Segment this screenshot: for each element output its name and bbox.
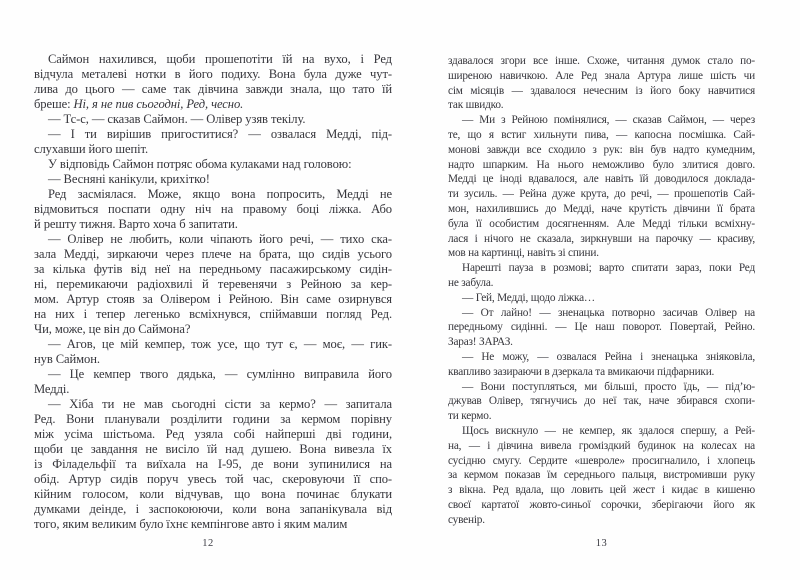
paragraph <box>34 232 392 337</box>
text-line: ти кермо. <box>448 410 492 423</box>
text-line: мом. Артур стояв за Олівером і Рейною. Він саме озирнувся <box>34 292 392 306</box>
text-line: думками деінде, і заспокоюючи, коли вона запанікувала від <box>34 502 392 516</box>
paragraph <box>34 157 392 172</box>
text-line: Щось вискнуло — не кемпер, як здалося спершу, а Рей- <box>462 424 755 437</box>
text-line: монові завжди все сходило з рук: він був надто кумедним, <box>448 143 755 156</box>
text-line: — Весняні канікули, крихітко! <box>48 172 210 186</box>
paragraph <box>448 306 755 350</box>
text-line: — Гей, Медді, щодо ліжка… <box>462 291 595 304</box>
paragraph <box>34 187 392 232</box>
paragraph <box>448 424 755 528</box>
text-line: бреше: Ні, я не пив сьогодні, Ред, чесно. <box>34 97 244 111</box>
text-line: не забула. <box>448 276 494 289</box>
text-line: ні, перемикаючи радіохвилі й теревенячи з Рейною за кер- <box>34 277 392 291</box>
text-line: ширеною навичкою. Але Ред знала Артура лише шість чи <box>448 69 755 82</box>
text-line: Нарешті пауза в розмові; варто спитати зараз, поки Ред <box>462 262 755 275</box>
page-number-left: 12 <box>202 538 214 549</box>
text-line: Зараз! ЗАРАЗ. <box>448 336 513 349</box>
text-line: між усіма шістьома. Ред узяла собі найперші дві години, <box>34 427 392 441</box>
text-line: мов на картинці, навіть зі спини. <box>448 247 599 260</box>
text-line: Саймон нахилився, щоби прошепотіти їй на вухо, і Ред <box>48 52 392 66</box>
paragraph <box>34 52 392 112</box>
text-line: сусідню смугу. Сердите «шевроле» просигналило, і хлопець <box>448 454 755 467</box>
text-line: Чи, може, це він до Саймона? <box>34 322 191 336</box>
paragraph <box>448 350 755 380</box>
text-line: того, яким великим було їхнє кемпінгове авто і яким малим <box>34 517 348 531</box>
text-line: за кермом показав їм середнього пальця, вистромивши руку <box>448 469 755 482</box>
text-line: зала Медді, зиркаючи через плече на брата, що сидів усього <box>34 247 392 261</box>
text-line: обід. Артур сидів поруч увесь той час, скеровуючи її спо- <box>34 472 392 486</box>
text-line: — Тс-с, — сказав Саймон. — Олівер узяв текілу. <box>48 112 306 126</box>
text-line: надто шпарким. На нього неможливо було злитися довго. <box>448 158 755 171</box>
text-line: відчула металеві нотки в його подиху. Вона була дуже чут- <box>34 67 392 81</box>
text-line: лива до цього — саме так дівчина завжди знала, що тато їй <box>34 82 392 96</box>
text-line: Ред. Вони планували розділити години за кермом порівну <box>34 412 392 426</box>
text-line: — Вони поступляться, ми більші, просто їдь, — під’ю- <box>462 380 755 393</box>
paragraph <box>448 380 755 424</box>
text-line: передньому сидінні. — Це наш поворот. Повертай, Рейно. <box>448 321 755 334</box>
paragraph <box>34 112 392 127</box>
text-line: — От лайно! — зненацька потворно засичав Олівер на <box>462 306 755 319</box>
text-line: так швидко. <box>448 99 504 112</box>
text-line: Медді. <box>34 382 70 396</box>
text-line: Медді це іноді вдавалося, але навіть їй доводилося доклада- <box>448 173 755 186</box>
text-line: — Олівер не любить, коли чіпають його речі, — тихо ска- <box>48 232 392 246</box>
text-line: — Хіба ти не мав сьогодні сісти за кермо? — запитала <box>48 397 392 411</box>
text-line: здавалося згори все інше. Схоже, читання думок стало по- <box>448 55 755 67</box>
text-line: ти зусиль. — Рейна дуже крута, до речі, — прошепотів Сай- <box>448 188 755 201</box>
text-line: те, що я встиг хильнути пива, — капосна посмішка. Сай- <box>448 128 755 141</box>
page-left <box>34 52 392 532</box>
text-line: джував Олівер, тягнучись до неї так, наче збирався схопи- <box>448 395 755 408</box>
text-line: — Агов, це мій кемпер, тож усе, що тут є, — моє, — гик- <box>48 337 392 351</box>
text-line: сім місяців — здавалося нечесним із його боку навчитися <box>448 84 755 97</box>
text-line: щоби це завдання не висіло їй над душею. Вона вивезла їх <box>34 442 392 456</box>
text-line: за кілька футів від неї на передньому пасажирському сидін- <box>34 262 392 276</box>
paragraph <box>34 127 392 157</box>
paragraph <box>448 113 755 261</box>
page-right <box>448 54 755 528</box>
text-line: У відповідь Саймон потряс обома кулаками над головою: <box>48 157 352 171</box>
text-line: своєї картатої жовто-синьої сорочки, зберігаючи його як <box>448 498 755 511</box>
text-line: кійним голосом, коли відчував, що вона починає блукати <box>34 487 392 501</box>
paragraph <box>34 172 392 187</box>
text-line: мон, нахилившись до Медді, наче крутість дівчини її брата <box>448 202 755 215</box>
paragraph <box>448 54 755 113</box>
text-line: лася і нічого не сказала, зиркнувши на парочку — красиву, <box>448 232 755 245</box>
page-number-right: 13 <box>595 538 608 549</box>
text-line: нув Саймон. <box>34 352 100 366</box>
text-line: сувенір. <box>448 513 485 526</box>
paragraph <box>34 337 392 367</box>
text-line: була її особистим досягненням. Але Медді тільки всміхну- <box>448 217 755 230</box>
paragraph <box>448 261 755 291</box>
text-line: — Це кемпер твого дядька, — сумлінно виправила його <box>48 367 392 381</box>
text-line: — Ми з Рейною помінялися, — сказав Саймон, — через <box>462 114 755 127</box>
text-line: квапливо зазираючи в дзеркала та вмикаючи підфарники. <box>448 365 715 378</box>
paragraph <box>448 291 755 306</box>
text-line: на них і тепер легенько всміхнувся, спіймавши погляд Ред. <box>34 307 392 321</box>
text-line: й решту тижня. Варто хоча б запитати. <box>34 217 238 231</box>
paragraph <box>34 397 392 532</box>
text-line: Ред засміялася. Може, якщо вона попросить, Медді не <box>48 187 392 201</box>
italic-phrase: Ні, я не пив сьогодні, Ред, чесно. <box>73 97 244 111</box>
paragraph <box>34 367 392 397</box>
text-line: слухавши його шепіт. <box>34 142 148 156</box>
text-line: відмовиться поспати одну ніч на правому боці ліжка. Або <box>34 202 392 216</box>
text-line: — І ти вирішив пригоститися? — озвалася Медді, під- <box>48 127 392 141</box>
text-line: із Філадельфії та виїхала на І-95, де вони зупинилися на <box>34 457 392 471</box>
text-line: з вікна. Ред вдала, що ловить цей жест і кидає в кишеню <box>448 484 755 497</box>
text-line: на, — і дівчина вивела громіздкий будинок на колесах на <box>448 439 755 452</box>
text-line: — Не можу, — озвалася Рейна і зненацька зніяковіла, <box>462 350 755 363</box>
